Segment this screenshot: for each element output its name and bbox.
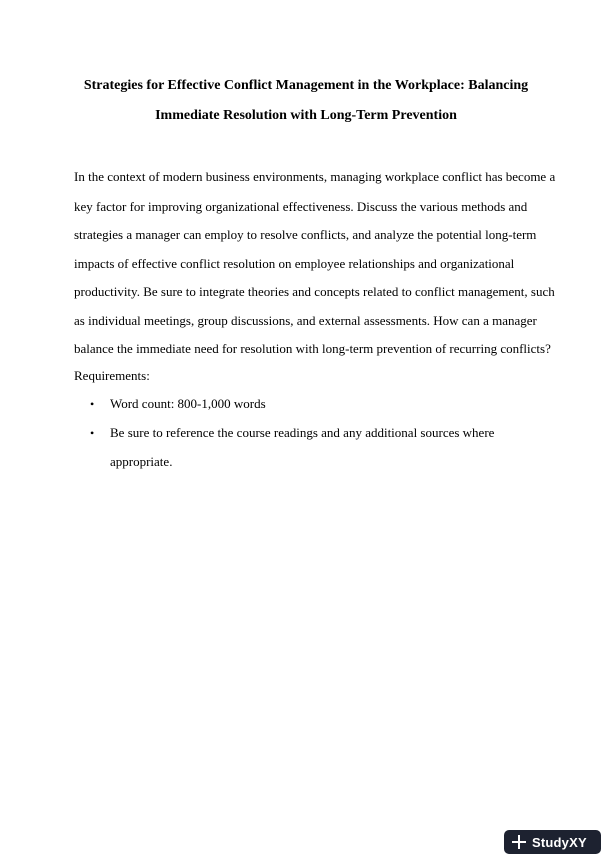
- bullet-item-references: Be sure to reference the course readings and any additional sources where: [110, 425, 495, 440]
- bullet-item-word-count: Word count: 800-1,000 words: [110, 396, 266, 411]
- paragraph-line: key factor for improving organizational effectiveness. Discuss the various methods and: [74, 199, 528, 214]
- bullet-item-references-continued: appropriate.: [110, 454, 173, 469]
- document-title-line-2: Immediate Resolution with Long-Term Prevention: [155, 108, 457, 123]
- requirements-heading: Requirements:: [74, 368, 150, 383]
- paragraph-line: balance the immediate need for resolution with long-term prevention of recurring conflicts?: [74, 341, 551, 356]
- bullet-icon: •: [90, 397, 95, 411]
- paragraph-line: strategies a manager can employ to resolve conflicts, and analyze the potential long-term: [74, 227, 537, 242]
- paragraph-line: In the context of modern business environments, managing workplace conflict has become a: [74, 169, 556, 184]
- bullet-icon: •: [90, 426, 95, 440]
- paragraph-line: as individual meetings, group discussions, and external assessments. How can a manager: [74, 313, 537, 328]
- studyxy-logo: [504, 830, 601, 854]
- paragraph-line: productivity. Be sure to integrate theories and concepts related to conflict management, such: [74, 284, 555, 299]
- plus-icon: [512, 835, 526, 849]
- logo-text: StudyXY: [532, 834, 587, 850]
- paragraph-line: impacts of effective conflict resolution on employee relationships and organizational: [74, 256, 515, 271]
- document-title-line-1: Strategies for Effective Conflict Management in the Workplace: Balancing: [83, 78, 529, 93]
